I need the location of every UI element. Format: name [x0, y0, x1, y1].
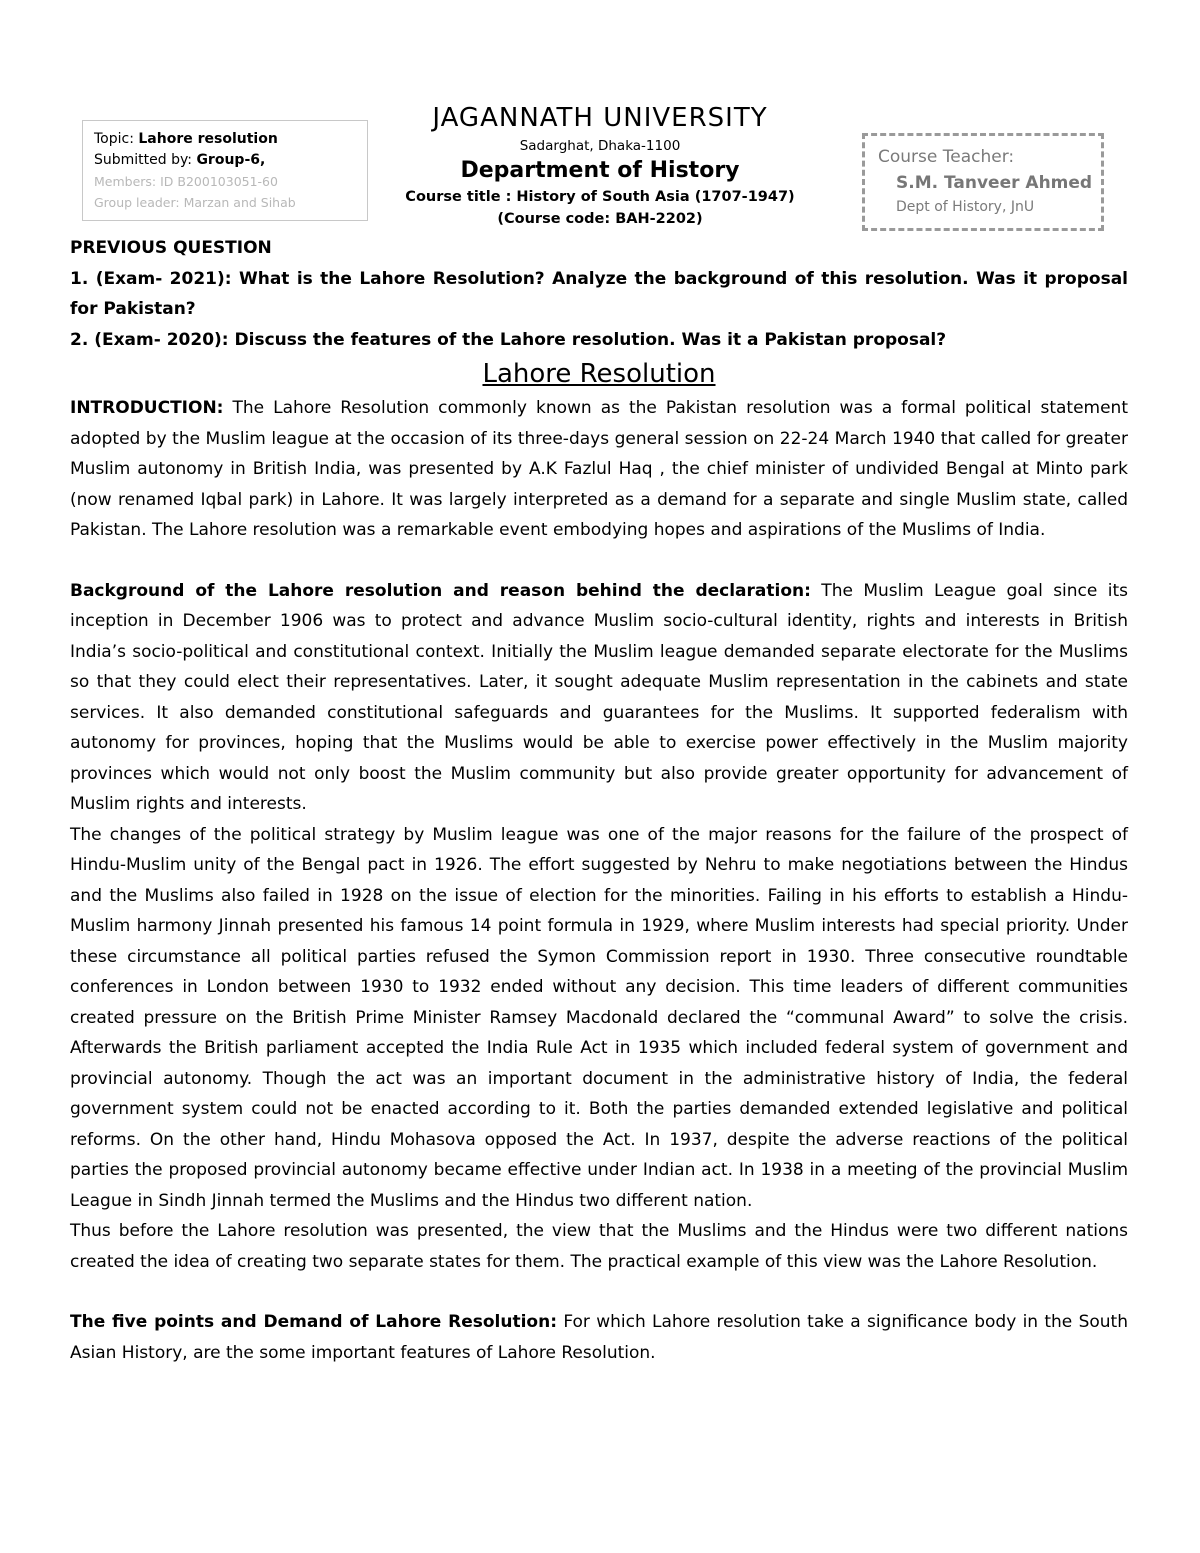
topic-line	[94, 129, 367, 150]
previous-question-1: 1. (Exam- 2021): What is the Lahore Resolution? Analyze the background of this resolution. Was it proposal for Pakistan?	[70, 268, 1128, 319]
background-paragraph-3: Thus before the Lahore resolution was presented, the view that the Muslims and the Hindus were two different nations created the idea of creating two separate states for them. The practical example of this view was the Lahore Resolution.	[70, 1221, 1128, 1272]
group-leader-line: Group leader: Marzan and Sihab	[94, 195, 296, 210]
background-paragraph-2: The changes of the political strategy by Muslim league was one of the major reasons for the failure of the prospect of Hindu-Muslim unity of the Bengal pact in 1926. The effort suggested by Nehru to make negotiations between the Hindus and the Muslims also failed in 1928 on the issue of election for the minorities. Failing in his efforts to establish a Hindu-Muslim harmony Jinnah presented his famous 14 point formula in 1929, where Muslim interests had special priority. Under these circumstance all political parties refused the Symon Commission report in 1930. Three consecutive roundtable conferences in London between 1930 to 1932 ended without any decision. This time leaders of different communities created pressure on the British Prime Minister Ramsey Macdonald declared the “communal Award” to solve the crisis. Afterwards the British parliament accepted the India Rule Act in 1935 which included federal system of government and provincial autonomy. Though the act was an important document in the administrative history of India, the federal government system could not be enacted according to it. Both the parties demanded extended legislative and political reforms. On the other hand, Hindu Mohasova opposed the Act. In 1937, despite the adverse reactions of the political parties the proposed provincial autonomy became effective under Indian act. In 1938 in a meeting of the provincial Muslim League in Sindh Jinnah termed the Muslims and the Hindus two different nation.	[70, 824, 1128, 1211]
course-teacher-box	[862, 133, 1104, 231]
introduction-text: The Lahore Resolution commonly known as the Pakistan resolution was a formal political statement adopted by the Muslim league at the occasion of its three-days general session on 22-24 March 1940 that called for greater Muslim autonomy in British India, was presented by A.K Fazlul Haq , the chief minister of undivided Bengal at Minto park (now renamed Iqbal park) in Lahore. It was largely interpreted as a demand for a separate and single Muslim state, called Pakistan. The Lahore resolution was a remarkable event embodying hopes and aspirations of the Muslims of India.	[70, 398, 1128, 540]
department-name: Department of History	[460, 158, 740, 183]
topic-label: Topic:	[94, 131, 139, 147]
previous-question-2: 2. (Exam- 2020): Discuss the features of the Lahore resolution. Was it a Pakistan proposal?	[70, 329, 947, 350]
topic-box	[82, 120, 368, 221]
background-paragraph	[70, 576, 1128, 820]
section-title: Lahore Resolution	[482, 359, 716, 389]
paragraph-gap	[70, 1277, 1128, 1307]
submitted-line	[94, 150, 367, 171]
course-teacher-dept: Dept of History, JnU	[896, 199, 1035, 215]
topic-value: Lahore resolution	[138, 131, 278, 147]
paragraph-gap	[70, 546, 1128, 576]
course-teacher-name: S.M. Tanveer Ahmed	[896, 173, 1093, 193]
five-points-label: The five points and Demand of Lahore Resolution:	[70, 1312, 558, 1332]
five-points-text: For which Lahore resolution take a significance body in the South Asian History, are the some important features of Lahore Resolution.	[70, 1312, 1128, 1363]
document-header	[380, 100, 820, 230]
five-points-paragraph	[70, 1307, 1128, 1368]
course-code: (Course code: BAH-2202)	[497, 211, 703, 227]
course-title: Course title : History of South Asia (1707-1947)	[405, 189, 795, 205]
university-name: JAGANNATH UNIVERSITY	[432, 103, 768, 133]
members-line: Members: ID B200103051-60	[94, 174, 278, 189]
background-text-1: The Muslim League goal since its inception in December 1906 was to protect and advance Muslim socio-cultural identity, rights and interests in British India’s socio-political and constitutional context. Initially the Muslim league demanded separate electorate for the Muslims so that they could elect their representatives. Later, it sought adequate Muslim representation in the cabinets and state services. It also demanded constitutional safeguards and guarantees for the Muslims. It supported federalism with autonomy for provinces, hoping that the Muslims would be able to exercise power effectively in the Muslim majority provinces which would not only boost the Muslim community but also provide greater opportunity for advancement of Muslim rights and interests.	[70, 580, 1128, 814]
background-label: Background of the Lahore resolution and reason behind the declaration:	[70, 580, 811, 601]
previous-question-heading: PREVIOUS QUESTION	[70, 238, 272, 258]
introduction-paragraph	[70, 393, 1128, 546]
course-teacher-label: Course Teacher:	[878, 147, 1015, 167]
document-body	[70, 233, 1128, 1368]
introduction-label: INTRODUCTION:	[70, 398, 224, 418]
university-address: Sadarghat, Dhaka-1100	[519, 138, 681, 154]
submitted-value: Group-6,	[196, 152, 266, 168]
submitted-label: Submitted by:	[94, 152, 197, 168]
